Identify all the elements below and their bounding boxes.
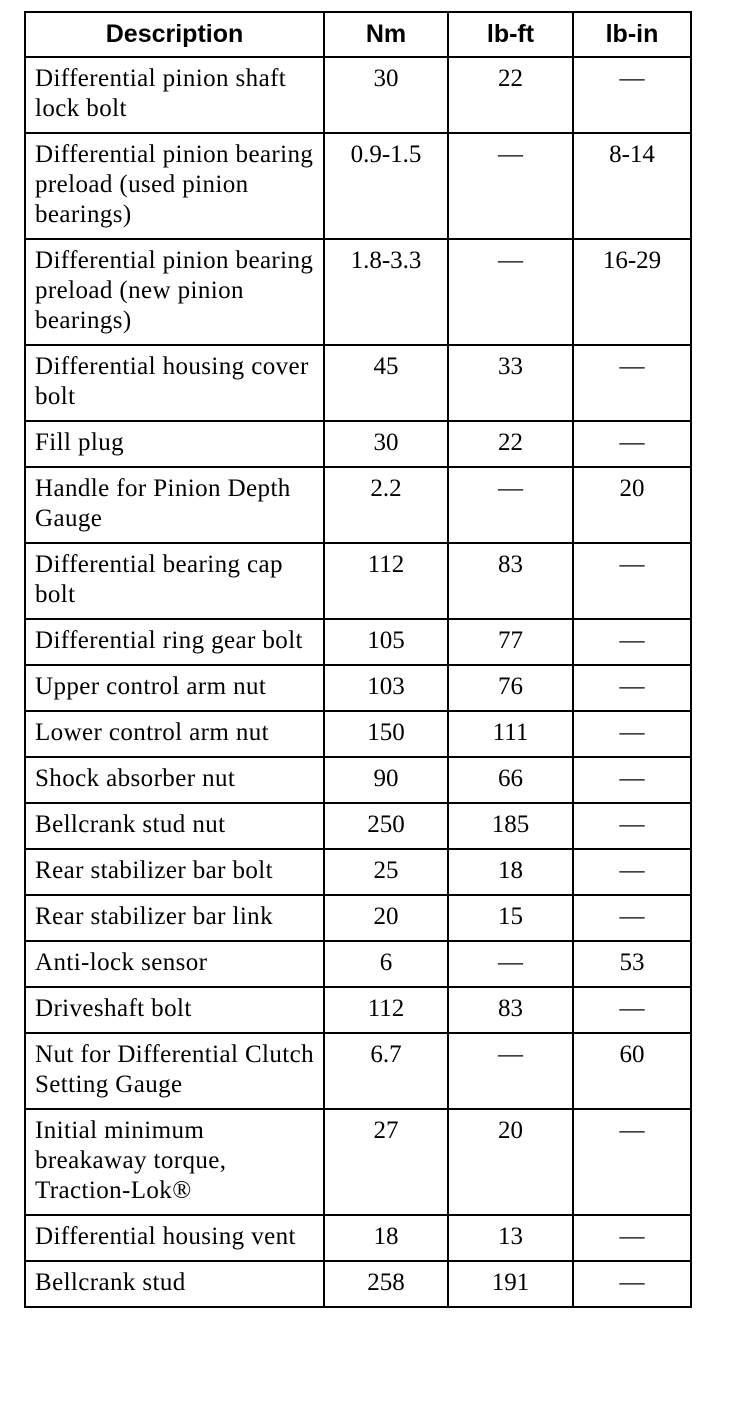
- cell-lbin: —: [573, 757, 691, 803]
- cell-lbin: —: [573, 619, 691, 665]
- cell-nm: 2.2: [324, 467, 448, 543]
- cell-lbft: 66: [448, 757, 573, 803]
- table-row: [25, 1033, 691, 1109]
- table-header: [25, 12, 691, 57]
- table-row: [25, 619, 691, 665]
- table-row: [25, 987, 691, 1033]
- cell-description: Handle for Pinion Depth Gauge: [25, 467, 324, 543]
- cell-lbin: —: [573, 987, 691, 1033]
- header-description: Description: [25, 12, 324, 57]
- cell-description: Differential ring gear bolt: [25, 619, 324, 665]
- cell-lbft: 83: [448, 987, 573, 1033]
- cell-lbft: —: [448, 941, 573, 987]
- cell-nm: 112: [324, 987, 448, 1033]
- table-row: [25, 1215, 691, 1261]
- cell-lbft: 191: [448, 1261, 573, 1307]
- cell-lbin: —: [573, 711, 691, 757]
- cell-lbft: 77: [448, 619, 573, 665]
- cell-nm: 6: [324, 941, 448, 987]
- cell-nm: 45: [324, 345, 448, 421]
- table-row: [25, 239, 691, 345]
- cell-description: Differential housing cover bolt: [25, 345, 324, 421]
- table-row: [25, 849, 691, 895]
- cell-lbin: —: [573, 421, 691, 467]
- cell-lbin: —: [573, 665, 691, 711]
- cell-lbin: —: [573, 803, 691, 849]
- cell-lbft: 13: [448, 1215, 573, 1261]
- cell-description: Differential housing vent: [25, 1215, 324, 1261]
- cell-nm: 103: [324, 665, 448, 711]
- cell-nm: 18: [324, 1215, 448, 1261]
- cell-lbin: 20: [573, 467, 691, 543]
- cell-lbft: 20: [448, 1109, 573, 1215]
- cell-lbft: —: [448, 1033, 573, 1109]
- table-row: [25, 757, 691, 803]
- table-row: [25, 1109, 691, 1215]
- table-row: [25, 543, 691, 619]
- cell-lbft: 33: [448, 345, 573, 421]
- cell-description: Rear stabilizer bar link: [25, 895, 324, 941]
- table-body: [25, 57, 691, 1307]
- cell-description: Initial minimum breakaway torque, Traction-Lok®: [25, 1109, 324, 1215]
- cell-description: Bellcrank stud: [25, 1261, 324, 1307]
- cell-lbin: —: [573, 1109, 691, 1215]
- cell-lbin: —: [573, 849, 691, 895]
- cell-description: Nut for Differential Clutch Setting Gauge: [25, 1033, 324, 1109]
- cell-lbft: 15: [448, 895, 573, 941]
- cell-description: Upper control arm nut: [25, 665, 324, 711]
- cell-nm: 150: [324, 711, 448, 757]
- cell-lbin: 16-29: [573, 239, 691, 345]
- table-row: [25, 1261, 691, 1307]
- cell-lbin: —: [573, 1261, 691, 1307]
- cell-description: Bellcrank stud nut: [25, 803, 324, 849]
- cell-nm: 90: [324, 757, 448, 803]
- cell-lbft: 22: [448, 57, 573, 133]
- cell-nm: 30: [324, 57, 448, 133]
- table-row: [25, 133, 691, 239]
- table-row: [25, 711, 691, 757]
- cell-description: Lower control arm nut: [25, 711, 324, 757]
- table-row: [25, 665, 691, 711]
- cell-nm: 0.9-1.5: [324, 133, 448, 239]
- table-row: [25, 941, 691, 987]
- table-row: [25, 803, 691, 849]
- cell-description: Differential bearing cap bolt: [25, 543, 324, 619]
- header-nm: Nm: [324, 12, 448, 57]
- cell-description: Differential pinion bearing preload (used pinion bearings): [25, 133, 324, 239]
- header-lbin: lb-in: [573, 12, 691, 57]
- cell-description: Driveshaft bolt: [25, 987, 324, 1033]
- cell-lbin: 60: [573, 1033, 691, 1109]
- cell-description: Fill plug: [25, 421, 324, 467]
- torque-specifications-table: [24, 11, 692, 1308]
- cell-lbin: —: [573, 543, 691, 619]
- cell-lbin: 53: [573, 941, 691, 987]
- cell-nm: 112: [324, 543, 448, 619]
- cell-nm: 105: [324, 619, 448, 665]
- cell-lbft: 111: [448, 711, 573, 757]
- cell-nm: 250: [324, 803, 448, 849]
- table-row: [25, 57, 691, 133]
- cell-nm: 27: [324, 1109, 448, 1215]
- table-row: [25, 421, 691, 467]
- cell-lbft: 185: [448, 803, 573, 849]
- cell-description: Shock absorber nut: [25, 757, 324, 803]
- cell-lbin: —: [573, 1215, 691, 1261]
- cell-nm: 25: [324, 849, 448, 895]
- cell-lbin: —: [573, 57, 691, 133]
- cell-lbin: —: [573, 345, 691, 421]
- cell-lbft: 18: [448, 849, 573, 895]
- cell-nm: 6.7: [324, 1033, 448, 1109]
- cell-nm: 20: [324, 895, 448, 941]
- cell-description: Anti-lock sensor: [25, 941, 324, 987]
- header-lbft: lb-ft: [448, 12, 573, 57]
- cell-lbft: 83: [448, 543, 573, 619]
- cell-description: Rear stabilizer bar bolt: [25, 849, 324, 895]
- cell-nm: 1.8-3.3: [324, 239, 448, 345]
- cell-lbft: 22: [448, 421, 573, 467]
- table-row: [25, 895, 691, 941]
- cell-nm: 258: [324, 1261, 448, 1307]
- cell-lbin: 8-14: [573, 133, 691, 239]
- cell-description: Differential pinion bearing preload (new pinion bearings): [25, 239, 324, 345]
- cell-lbft: —: [448, 467, 573, 543]
- cell-nm: 30: [324, 421, 448, 467]
- table-row: [25, 467, 691, 543]
- header-row: [25, 12, 691, 57]
- cell-lbft: 76: [448, 665, 573, 711]
- cell-lbin: —: [573, 895, 691, 941]
- cell-lbft: —: [448, 133, 573, 239]
- cell-lbft: —: [448, 239, 573, 345]
- table-row: [25, 345, 691, 421]
- cell-description: Differential pinion shaft lock bolt: [25, 57, 324, 133]
